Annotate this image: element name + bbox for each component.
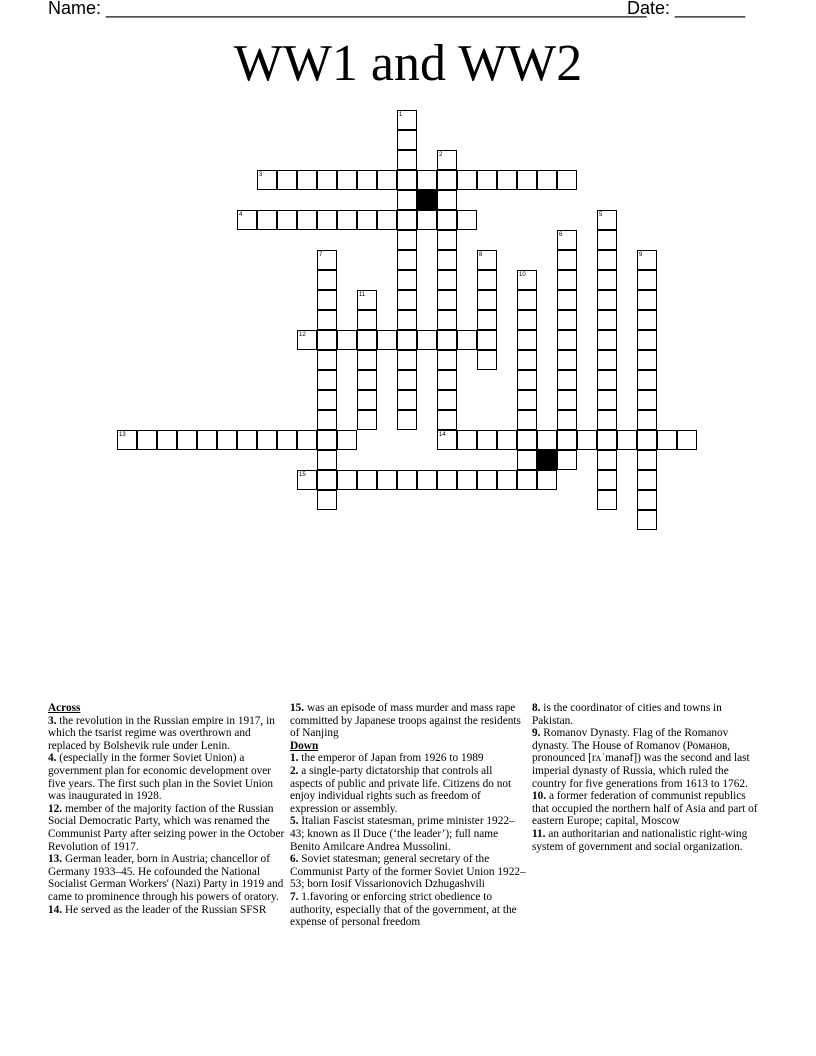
grid-cell[interactable] bbox=[317, 330, 337, 350]
grid-cell[interactable] bbox=[497, 170, 517, 190]
black-cell bbox=[537, 450, 557, 470]
grid-cell[interactable] bbox=[397, 210, 417, 230]
grid-cell[interactable] bbox=[437, 390, 457, 410]
clue-across-15 bbox=[290, 702, 526, 740]
grid-cell[interactable] bbox=[257, 430, 277, 450]
grid-cell[interactable] bbox=[117, 430, 137, 450]
grid-cell[interactable] bbox=[437, 410, 457, 430]
grid-cell[interactable] bbox=[597, 210, 617, 230]
grid-cell[interactable] bbox=[337, 210, 357, 230]
grid-cell[interactable] bbox=[397, 270, 417, 290]
grid-cell[interactable] bbox=[357, 210, 377, 230]
grid-cell[interactable] bbox=[297, 330, 317, 350]
grid-cell[interactable] bbox=[277, 430, 297, 450]
grid-cell[interactable] bbox=[557, 310, 577, 330]
grid-cell[interactable] bbox=[317, 430, 337, 450]
clue-number: 7. bbox=[290, 890, 299, 903]
clue-text: Soviet statesman; general secretary of the Communist Party of the former Soviet Union 1922–53; born Iosif Vissarionovich Dzhugashvili bbox=[290, 853, 526, 891]
cell-number: 14 bbox=[439, 432, 446, 438]
grid-cell[interactable] bbox=[457, 430, 477, 450]
cell-number: 5 bbox=[599, 212, 603, 218]
grid-cell[interactable] bbox=[357, 370, 377, 390]
grid-cell[interactable] bbox=[397, 410, 417, 430]
grid-cell[interactable] bbox=[417, 330, 437, 350]
grid-cell[interactable] bbox=[397, 350, 417, 370]
grid-cell[interactable] bbox=[437, 470, 457, 490]
clue-text: the emperor of Japan from 1926 to 1989 bbox=[298, 752, 484, 765]
clue-number: 12. bbox=[48, 802, 63, 815]
cell-number: 10 bbox=[519, 272, 526, 278]
clues-column-1 bbox=[48, 702, 286, 916]
grid-cell[interactable] bbox=[517, 470, 537, 490]
grid-cell[interactable] bbox=[637, 250, 657, 270]
grid-cell[interactable] bbox=[637, 470, 657, 490]
grid-cell[interactable] bbox=[637, 450, 657, 470]
clue-number: 8. bbox=[532, 702, 541, 714]
clue-number: 6. bbox=[290, 853, 299, 866]
grid-cell[interactable] bbox=[677, 430, 697, 450]
grid-cell[interactable] bbox=[557, 410, 577, 430]
cell-number: 9 bbox=[639, 252, 643, 258]
grid-cell[interactable] bbox=[537, 430, 557, 450]
grid-cell[interactable] bbox=[397, 470, 417, 490]
grid-cell[interactable] bbox=[557, 290, 577, 310]
grid-cell[interactable] bbox=[317, 250, 337, 270]
grid-cell[interactable] bbox=[437, 330, 457, 350]
grid-cell[interactable] bbox=[477, 250, 497, 270]
grid-cell[interactable] bbox=[637, 510, 657, 530]
grid-cell[interactable] bbox=[597, 390, 617, 410]
grid-cell[interactable] bbox=[517, 390, 537, 410]
grid-cell[interactable] bbox=[517, 410, 537, 430]
grid-cell[interactable] bbox=[317, 410, 337, 430]
cell-number: 2 bbox=[439, 152, 443, 158]
grid-cell[interactable] bbox=[397, 130, 417, 150]
grid-cell[interactable] bbox=[317, 170, 337, 190]
grid-cell[interactable] bbox=[317, 210, 337, 230]
clue-number: 10. bbox=[532, 790, 547, 803]
grid-cell[interactable] bbox=[437, 150, 457, 170]
grid-cell[interactable] bbox=[497, 470, 517, 490]
grid-cell[interactable] bbox=[477, 470, 497, 490]
clue-number: 15. bbox=[290, 702, 305, 714]
grid-cell[interactable] bbox=[297, 470, 317, 490]
cell-number: 1 bbox=[399, 112, 403, 118]
grid-cell[interactable] bbox=[417, 170, 437, 190]
grid-cell[interactable] bbox=[497, 430, 517, 450]
clue-down-9 bbox=[532, 727, 764, 790]
clue-text: a former federation of communist republics that occupied the northern half of Asia and part of eastern Europe; capital, Moscow bbox=[532, 790, 758, 828]
grid-cell[interactable] bbox=[277, 170, 297, 190]
grid-cell[interactable] bbox=[317, 490, 337, 510]
grid-cell[interactable] bbox=[257, 210, 277, 230]
cell-number: 6 bbox=[559, 232, 563, 238]
clue-down-1 bbox=[290, 752, 526, 765]
grid-cell[interactable] bbox=[277, 210, 297, 230]
clue-text: is the coordinator of cities and towns in Pakistan. bbox=[532, 702, 722, 727]
down-heading: Down bbox=[290, 739, 319, 752]
grid-cell[interactable] bbox=[637, 310, 657, 330]
clue-down-11 bbox=[532, 828, 764, 853]
grid-cell[interactable] bbox=[597, 450, 617, 470]
grid-cell[interactable] bbox=[517, 310, 537, 330]
clue-down-8 bbox=[532, 702, 764, 727]
grid-cell[interactable] bbox=[317, 350, 337, 370]
page-title: WW1 and WW2 bbox=[233, 35, 583, 92]
grid-cell[interactable] bbox=[577, 430, 597, 450]
clue-text: was an episode of mass murder and mass rape committed by Japanese troops against the residents of Nanjing bbox=[290, 702, 521, 740]
grid-cell[interactable] bbox=[357, 350, 377, 370]
grid-cell[interactable] bbox=[397, 330, 417, 350]
clue-down-10 bbox=[532, 790, 764, 828]
clue-text: German leader, born in Austria; chancellor of Germany 1933–45. He cofounded the National Socialist German Workers' (Nazi) Party in 1919 and came to prominence through his powers of oratory. bbox=[48, 853, 284, 903]
grid-cell[interactable] bbox=[437, 250, 457, 270]
grid-cell[interactable] bbox=[597, 350, 617, 370]
grid-cell[interactable] bbox=[597, 290, 617, 310]
clue-number: 1. bbox=[290, 752, 299, 765]
grid-cell[interactable] bbox=[377, 330, 397, 350]
clue-text: 1.favoring or enforcing strict obedience to authority, especially that of the government, at the expense of personal freedom bbox=[290, 890, 517, 929]
grid-cell[interactable] bbox=[317, 470, 337, 490]
clue-text: an authoritarian and nationalistic right-wing system of government and social organization. bbox=[532, 827, 748, 853]
grid-cell[interactable] bbox=[377, 170, 397, 190]
grid-cell[interactable] bbox=[557, 350, 577, 370]
grid-cell[interactable] bbox=[437, 170, 457, 190]
grid-cell[interactable] bbox=[597, 230, 617, 250]
grid-cell[interactable] bbox=[437, 190, 457, 210]
clue-number: 5. bbox=[290, 815, 299, 828]
grid-cell[interactable] bbox=[517, 330, 537, 350]
grid-cell[interactable] bbox=[477, 330, 497, 350]
clue-number: 3. bbox=[48, 714, 57, 727]
grid-cell[interactable] bbox=[397, 230, 417, 250]
grid-cell[interactable] bbox=[317, 310, 337, 330]
clue-text: Italian Fascist statesman, prime minister 1922–43; known as Il Duce (‘the leader’); full name Benito Amilcare Andrea Mussolini. bbox=[290, 815, 515, 853]
grid-cell[interactable] bbox=[557, 170, 577, 190]
grid-cell[interactable] bbox=[477, 350, 497, 370]
grid-cell[interactable] bbox=[517, 430, 537, 450]
grid-cell[interactable] bbox=[357, 170, 377, 190]
grid-cell[interactable] bbox=[317, 450, 337, 470]
grid-cell[interactable] bbox=[657, 430, 677, 450]
grid-cell[interactable] bbox=[517, 270, 537, 290]
grid-cell[interactable] bbox=[637, 270, 657, 290]
grid-cell[interactable] bbox=[617, 430, 637, 450]
grid-cell[interactable] bbox=[637, 430, 657, 450]
grid-cell[interactable] bbox=[317, 370, 337, 390]
grid-cell[interactable] bbox=[557, 330, 577, 350]
grid-cell[interactable] bbox=[557, 390, 577, 410]
grid-cell[interactable] bbox=[457, 470, 477, 490]
grid-cell[interactable] bbox=[537, 170, 557, 190]
grid-cell[interactable] bbox=[177, 430, 197, 450]
clue-number: 2. bbox=[290, 764, 299, 777]
grid-cell[interactable] bbox=[637, 490, 657, 510]
date-field[interactable]: Date: _______ bbox=[627, 0, 746, 18]
grid-cell[interactable] bbox=[357, 330, 377, 350]
cell-number: 3 bbox=[259, 172, 263, 178]
grid-cell[interactable] bbox=[237, 210, 257, 230]
grid-cell[interactable] bbox=[517, 170, 537, 190]
grid-cell[interactable] bbox=[437, 230, 457, 250]
grid-cell[interactable] bbox=[637, 410, 657, 430]
across-heading: Across bbox=[48, 702, 81, 714]
grid-cell[interactable] bbox=[417, 470, 437, 490]
cell-number: 7 bbox=[319, 252, 323, 258]
grid-cell[interactable] bbox=[517, 450, 537, 470]
grid-cell[interactable] bbox=[557, 450, 577, 470]
clue-down-5 bbox=[290, 815, 526, 853]
grid-cell[interactable] bbox=[397, 390, 417, 410]
grid-cell[interactable] bbox=[437, 430, 457, 450]
grid-cell[interactable] bbox=[337, 430, 357, 450]
grid-cell[interactable] bbox=[537, 470, 557, 490]
grid-cell[interactable] bbox=[477, 270, 497, 290]
clue-across-12 bbox=[48, 803, 286, 853]
cell-number: 12 bbox=[299, 332, 306, 338]
cell-number: 4 bbox=[239, 212, 243, 218]
grid-cell[interactable] bbox=[477, 310, 497, 330]
grid-cell[interactable] bbox=[437, 310, 457, 330]
grid-cell[interactable] bbox=[217, 430, 237, 450]
clue-down-7 bbox=[290, 891, 526, 929]
grid-cell[interactable] bbox=[517, 370, 537, 390]
grid-cell[interactable] bbox=[637, 330, 657, 350]
clue-number: 4. bbox=[48, 752, 57, 765]
grid-cell[interactable] bbox=[477, 290, 497, 310]
grid-cell[interactable] bbox=[397, 150, 417, 170]
grid-cell[interactable] bbox=[457, 330, 477, 350]
grid-cell[interactable] bbox=[597, 330, 617, 350]
grid-cell[interactable] bbox=[317, 270, 337, 290]
clue-down-6 bbox=[290, 853, 526, 891]
grid-cell[interactable] bbox=[517, 290, 537, 310]
clue-down-2 bbox=[290, 765, 526, 815]
grid-cell[interactable] bbox=[557, 250, 577, 270]
clue-across-13 bbox=[48, 853, 286, 903]
clue-text: member of the majority faction of the Russian Social Democratic Party, which was renamed the Communist Party after seizing power in the October Revolution of 1917. bbox=[48, 802, 285, 853]
clues-column-3 bbox=[532, 702, 764, 853]
grid-cell[interactable] bbox=[297, 210, 317, 230]
grid-cell[interactable] bbox=[337, 170, 357, 190]
grid-cell[interactable] bbox=[457, 170, 477, 190]
cell-number: 8 bbox=[479, 252, 483, 258]
grid-cell[interactable] bbox=[257, 170, 277, 190]
clue-across-3 bbox=[48, 715, 286, 753]
grid-cell[interactable] bbox=[297, 170, 317, 190]
grid-cell[interactable] bbox=[437, 210, 457, 230]
black-cell bbox=[417, 190, 437, 210]
grid-cell[interactable] bbox=[597, 310, 617, 330]
grid-cell[interactable] bbox=[377, 210, 397, 230]
grid-cell[interactable] bbox=[317, 390, 337, 410]
grid-cell[interactable] bbox=[637, 350, 657, 370]
grid-cell[interactable] bbox=[437, 370, 457, 390]
grid-cell[interactable] bbox=[637, 370, 657, 390]
grid-cell[interactable] bbox=[597, 470, 617, 490]
cell-number: 15 bbox=[299, 472, 306, 478]
clue-across-4 bbox=[48, 752, 286, 802]
clue-number: 11. bbox=[532, 827, 546, 840]
grid-cell[interactable] bbox=[357, 290, 377, 310]
clue-text: (especially in the former Soviet Union) a government plan for economic development over five years. The first such plan in the Soviet Union was inaugurated in 1928. bbox=[48, 752, 274, 803]
clue-number: 9. bbox=[532, 727, 541, 740]
grid-cell[interactable] bbox=[597, 430, 617, 450]
grid-cell[interactable] bbox=[357, 410, 377, 430]
grid-cell[interactable] bbox=[397, 250, 417, 270]
grid-cell[interactable] bbox=[597, 250, 617, 270]
name-field[interactable]: Name: ______________________________________________________ bbox=[48, 0, 647, 18]
grid-cell[interactable] bbox=[377, 470, 397, 490]
cell-number: 13 bbox=[119, 432, 126, 438]
grid-cell[interactable] bbox=[417, 210, 437, 230]
grid-cell[interactable] bbox=[357, 310, 377, 330]
grid-cell[interactable] bbox=[437, 290, 457, 310]
grid-cell[interactable] bbox=[337, 470, 357, 490]
grid-cell[interactable] bbox=[397, 110, 417, 130]
grid-cell[interactable] bbox=[477, 170, 497, 190]
grid-cell[interactable] bbox=[157, 430, 177, 450]
grid-cell[interactable] bbox=[457, 210, 477, 230]
grid-cell[interactable] bbox=[557, 230, 577, 250]
grid-cell[interactable] bbox=[237, 430, 257, 450]
grid-cell[interactable] bbox=[597, 370, 617, 390]
clue-text: the revolution in the Russian empire in 1917, in which the tsarist regime was overthrown and replaced by Bolshevik rule under Lenin. bbox=[48, 714, 275, 752]
grid-cell[interactable] bbox=[197, 430, 217, 450]
grid-cell[interactable] bbox=[357, 390, 377, 410]
clue-number: 13. bbox=[48, 853, 63, 866]
grid-cell[interactable] bbox=[477, 430, 497, 450]
grid-cell[interactable] bbox=[557, 370, 577, 390]
grid-cell[interactable] bbox=[437, 350, 457, 370]
grid-cell[interactable] bbox=[397, 190, 417, 210]
grid-cell[interactable] bbox=[337, 330, 357, 350]
grid-cell[interactable] bbox=[397, 310, 417, 330]
grid-cell[interactable] bbox=[357, 470, 377, 490]
clue-text: He served as the leader of the Russian SFSR bbox=[62, 903, 267, 916]
cell-number: 11 bbox=[359, 292, 366, 298]
clue-across-14 bbox=[48, 904, 286, 917]
grid-cell[interactable] bbox=[397, 290, 417, 310]
grid-cell[interactable] bbox=[637, 390, 657, 410]
grid-cell[interactable] bbox=[637, 290, 657, 310]
grid-cell[interactable] bbox=[557, 430, 577, 450]
grid-cell[interactable] bbox=[597, 270, 617, 290]
grid-cell[interactable] bbox=[597, 490, 617, 510]
grid-cell[interactable] bbox=[137, 430, 157, 450]
clue-text: Romanov Dynasty. Flag of the Romanov dynasty. The House of Romanov (Романов, pronounced [rʌˈmanəf]) was the second and last imperial dynasty of Russia, which ruled the country for five generations from 1613 to 1762. bbox=[532, 727, 750, 790]
grid-cell[interactable] bbox=[397, 370, 417, 390]
clue-number: 14. bbox=[48, 903, 63, 916]
grid-cell[interactable] bbox=[297, 430, 317, 450]
grid-cell[interactable] bbox=[317, 290, 337, 310]
grid-cell[interactable] bbox=[397, 170, 417, 190]
clue-text: a single-party dictatorship that controls all aspects of public and private life. Citizens do not enjoy individual rights such as freedom of expression or assembly. bbox=[290, 764, 512, 815]
grid-cell[interactable] bbox=[597, 410, 617, 430]
grid-cell[interactable] bbox=[517, 350, 537, 370]
grid-cell[interactable] bbox=[437, 270, 457, 290]
grid-cell[interactable] bbox=[557, 270, 577, 290]
clues-column-2 bbox=[290, 702, 526, 929]
